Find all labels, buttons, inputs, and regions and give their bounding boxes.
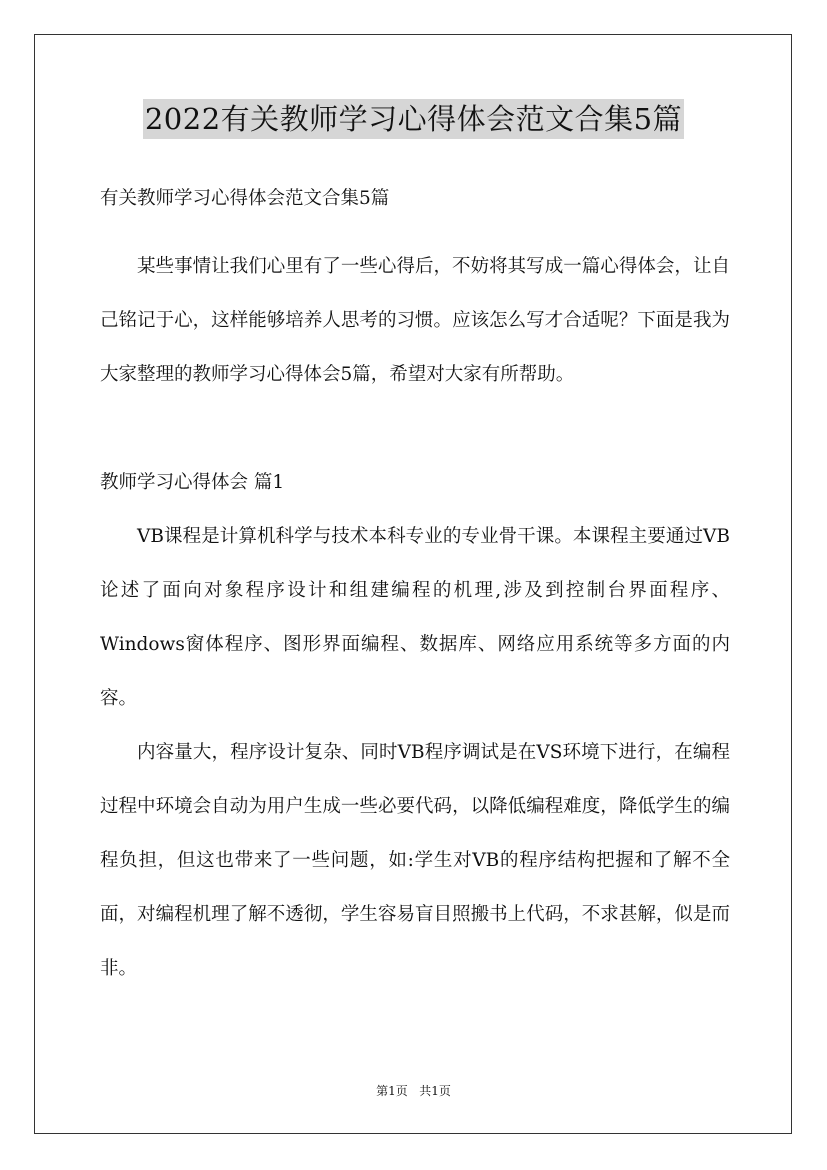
document-title: 2022有关教师学习心得体会范文合集5篇 (143, 99, 684, 139)
body-paragraph: 内容量大，程序设计复杂、同时VB程序调试是在VS环境下进行，在编程过程中环境会自动为用户生成一些必要代码，以降低编程难度，降低学生的编程负担，但这也带来了一些问题，如:学生对VB的程序结构把握和了解不全面，对编程机理了解不透彻，学生容易盲目照搬书上代码，不求甚解，似是而非。 (100, 742, 730, 979)
document-body (100, 172, 730, 996)
intro-paragraph: 某些事情让我们心里有了一些心得后，不妨将其写成一篇心得体会，让自己铭记于心，这样能够培养人思考的习惯。应该怎么写才合适呢？下面是我为大家整理的教师学习心得体会5篇，希望对大家有所帮助。 (100, 256, 730, 385)
page-footer: 第1页 共1页 (376, 1084, 451, 1098)
body-paragraph: VB课程是计算机科学与技术本科专业的专业骨干课。本课程主要通过VB论述了面向对象程序设计和组建编程的机理,涉及到控制台界面程序、Windows窗体程序、图形界面编程、数据库、网络应用系统等多方面的内容。 (100, 526, 730, 709)
section-heading: 教师学习心得体会 篇1 (100, 472, 285, 493)
document-subtitle: 有关教师学习心得体会范文合集5篇 (100, 188, 390, 209)
title-container (0, 99, 827, 139)
